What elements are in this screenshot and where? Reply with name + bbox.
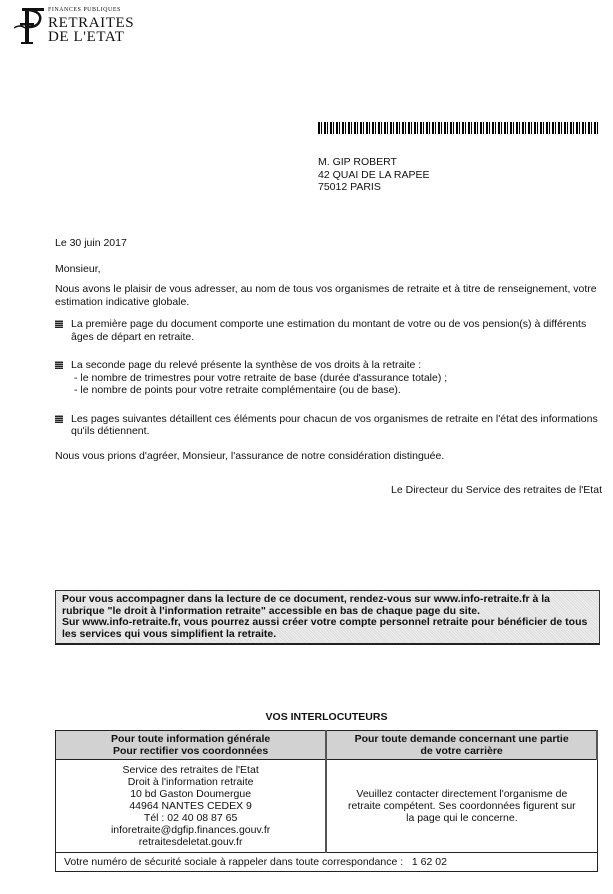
contact-line: 10 bd Gaston Doumergue — [130, 788, 252, 800]
recipient-city: 75012 PARIS — [318, 181, 381, 193]
contact-line: Droit à l'information retraite — [127, 776, 254, 788]
contacts-table — [55, 730, 598, 872]
col2-header — [326, 731, 597, 760]
recipient-address — [318, 156, 429, 194]
col2-header-line: Pour toute demande concernant une partie — [354, 733, 569, 745]
info-note-box — [55, 590, 600, 645]
salutation: Monsieur, — [55, 262, 101, 275]
social-security-number: Votre numéro de sécurité sociale à rappeler dans toute correspondance : 1 62 02 — [56, 853, 598, 872]
bullet-subitem: - le nombre de trimestres pour votre retraite de base (durée d'assurance totale) ; — [74, 371, 448, 384]
col1-header-line: Pour rectifier vos coordonnées — [113, 745, 269, 757]
col1-header — [56, 731, 327, 760]
note-line: Sur www.info-retraite.fr, vous pourrez aussi créer votre compte personnel retraite pour bénéficier de tous les services qui vous simplifient la retraite. — [62, 616, 588, 640]
recipient-name: M. GIP ROBERT — [318, 156, 397, 168]
career-contact: Veuillez contacter directement l'organisme de retraite compétent. Ses coordonnées figurent sur la page qui le concerne. — [326, 760, 597, 853]
website-link[interactable]: retraitesdeletat.gouv.fr — [138, 836, 243, 848]
bullet-item — [55, 359, 600, 397]
col2-header-line: de votre carrière — [420, 745, 503, 757]
letter-date: Le 30 juin 2017 — [55, 237, 127, 249]
bullet-item — [55, 318, 600, 343]
bullet-square-icon — [55, 361, 63, 369]
recipient-street: 42 QUAI DE LA RAPEE — [318, 168, 430, 181]
bullet-square-icon — [55, 320, 63, 328]
logo-line2: RETRAITES — [48, 15, 135, 31]
intro-paragraph: Nous avons le plaisir de vous adresser, au nom de tous vos organismes de retraite et à titre de renseignement, votre estimation indicative globale. — [55, 283, 597, 308]
email-link[interactable]: inforetraite@dgfip.finances.gouv.fr — [110, 824, 271, 836]
note-line: Pour vous accompagner dans la lecture de ce document, rendez-vous sur www.info-retraite.fr à la rubrique "le droit à l'information retraite" accessible en bas de chaque page du site. — [62, 593, 550, 617]
col1-header-line: Pour toute information générale — [110, 733, 271, 745]
logo — [14, 6, 164, 46]
general-contact — [56, 760, 327, 853]
signature: Le Directeur du Service des retraites de l'Etat — [391, 484, 602, 496]
bullet-text: Les pages suivantes détaillent ces éléments pour chacun de vos organismes de retraite en l'état des informations qu'ils détiennent. — [71, 412, 598, 437]
contact-line: Service des retraites de l'Etat — [122, 764, 259, 776]
bullet-text: La première page du document comporte une estimation du montant de votre ou de vos pension(s) à différents âges de départ en retraite. — [71, 318, 587, 343]
logo-line1: FINANCES PUBLIQUES — [48, 7, 121, 13]
bullet-text: La seconde page du relevé présente la synthèse de vos droits à la retraite : — [71, 359, 422, 371]
contacts-title: VOS INTERLOCUTEURS — [265, 711, 388, 723]
bullet-item — [55, 413, 600, 438]
closing: Nous vous prions d'agréer, Monsieur, l'assurance de notre considération distinguée. — [55, 449, 445, 462]
bullet-subitem: - le nombre de points pour votre retraite complémentaire (ou de base). — [74, 384, 401, 396]
logo-monogram-icon — [14, 6, 46, 46]
contact-phone: Tél : 02 40 08 87 65 — [143, 812, 238, 824]
bullet-square-icon — [55, 415, 63, 423]
logo-line3: DE L'ETAT — [48, 29, 125, 45]
contact-line: 44964 NANTES CEDEX 9 — [129, 800, 252, 812]
barcode — [318, 122, 598, 134]
letter-body — [55, 237, 600, 497]
